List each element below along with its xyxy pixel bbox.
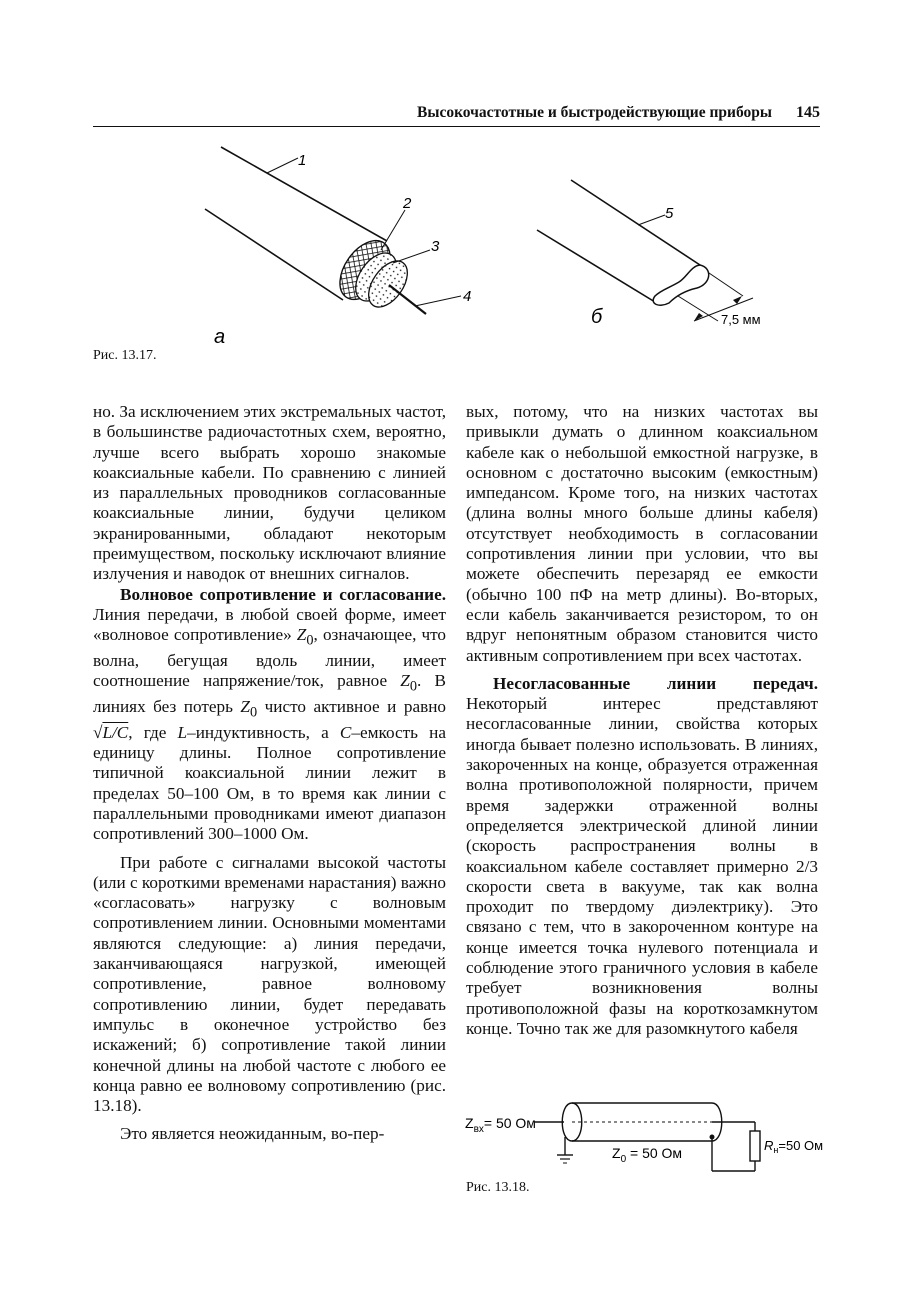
- callout-line-3: [393, 250, 430, 263]
- callout-line-2: [381, 210, 405, 250]
- callout-3: 3: [431, 238, 440, 255]
- running-header-title: Высокочастотные и быстродействующие приборы: [417, 104, 772, 121]
- load-resistor: [750, 1131, 760, 1161]
- twin-lead-drawing: [537, 180, 761, 328]
- section-heading-mismatched: Несогласованные линии передач.: [493, 673, 818, 693]
- subfigure-label-b: б: [591, 306, 603, 328]
- dimension-label: 7,5 мм: [721, 312, 761, 327]
- callout-4: 4: [463, 288, 472, 305]
- svg-text:Zвх= 50 Ом: $Z_{вх}= 50$ Ом: [465, 1115, 536, 1135]
- callout-line-4: [415, 296, 461, 306]
- figure-13-18: [463, 1093, 823, 1177]
- callout-1: 1: [298, 152, 307, 169]
- sqrt-radicand: L/C: [102, 722, 129, 742]
- left-paragraph-4: Это является неожиданным, во-пер-: [120, 1124, 385, 1144]
- svg-text:Rн=50 Ом: $R_н=50$ Ом: [764, 1138, 823, 1155]
- page-number: 145: [796, 104, 820, 121]
- left-column: [93, 402, 446, 1145]
- coax-line-schematic: [465, 1103, 823, 1171]
- twin-lead-cross-section: [653, 265, 709, 305]
- right-paragraph-2: Несогласованные линии передач. Некоторый интерес представляют несогласованные линии, свойства которых иногда бывает полезно использовать. В линиях, закороченных на конце, образуется отраженная волна противоположной полярности, причем время задержки отраженной волны определяется электрической длиной линии (скорость распространения волны в коаксиальном кабеле составляет примерно 2/3 скорости света в вакууме, так как волна проходит по твердому диэлектрику). Это связано с тем, что в закороченном контуре на конце имеется точка нулевого потенциала и соблюдение этого граничного условия в кабеле требует возникновения волны противоположной фазы на короткозамкнутом конце. Точно так же для разомкнутого кабеля: [466, 673, 818, 1038]
- figure-13-18-caption: Рис. 13.18.: [466, 1180, 530, 1195]
- callout-line-5: [638, 215, 665, 225]
- left-paragraph-2: Волновое сопротивление и согласование. Линия передачи, в любой своей форме, имеет «волновое сопротивление» $Z_0$, означающее, что волна, бегущая вдоль линии, имеет соотношение напряжение/ток, равное $Z_0$. В линиях без потерь $Z_0$ чисто активное и равно √L/C, где L–индуктивность, а C–емкость на единицу длины. Полное сопротивление типичной коаксиальной линии лежит в пределах 50–100 Ом, в то время как линии с параллельными проводниками имеют диапазон сопротивлений 300–1000 Ом.: [93, 584, 446, 844]
- sqrt-symbol: √: [93, 722, 103, 742]
- right-paragraph-1: вых, потому, что на низких частотах вы привыкли думать о длинном коаксиальном кабеле как о небольшой емкостной нагрузке, в основном с достаточно высоким (емкостным) импедансом. Кроме того, на низких частотах (длина волны много больше длины кабеля) отсутствует необходимость в согласовании сопротивления линии при условии, что вы можете обеспечить перезаряд ее емкости (обычно 100 пФ на метр длины). Во-вторых, если кабель заканчивается резистором, то он вдруг непонятным образом становится чисто активным сопротивлением при всех частотах.: [466, 402, 818, 665]
- right-column: [466, 402, 818, 1039]
- figure-13-17: [93, 138, 823, 368]
- subfigure-label-a: a: [214, 326, 226, 348]
- left-paragraph-1: но. За исключением этих экстремальных частот, в большинстве радиочастотных схем, вероятно, лучше всего выбрать хорошо знакомые коаксиальные кабели. По сравнению с линией из параллельных проводников согласованные коаксиальные линии, будучи целиком экранированными, обладают некоторым преимуществом, поскольку исключают влияние излучения и наводок от внешних сигналов.: [93, 402, 446, 584]
- running-header: [93, 104, 820, 127]
- left-paragraph-3: При работе с сигналами высокой частоты (или с короткими временами нарастания) важно «согласовать» нагрузку с волновым сопротивлением линии. Основными моментами являются следующие: а) линия передачи, заканчивающаяся нагрузкой, имеющей сопротивление, равное волновому сопротивлению линии, будет передавать импульс в оконечное устройство без искажений; б) сопротивление такой линии конечной длины на любой частоте с любого ее конца равно ее волновому сопротивлению (рис. 13.18).: [93, 852, 446, 1116]
- svg-text:Z0 = 50 Ом: $Z_0 = 50$ Ом: [612, 1145, 683, 1165]
- callout-5: 5: [665, 205, 674, 222]
- callout-line-1: [267, 158, 298, 173]
- section-heading-impedance: Волновое сопротивление и согласование.: [120, 584, 446, 604]
- coax-cable-drawing: [205, 147, 471, 348]
- callout-2: 2: [403, 195, 412, 212]
- figure-13-17-caption: Рис. 13.17.: [93, 348, 157, 363]
